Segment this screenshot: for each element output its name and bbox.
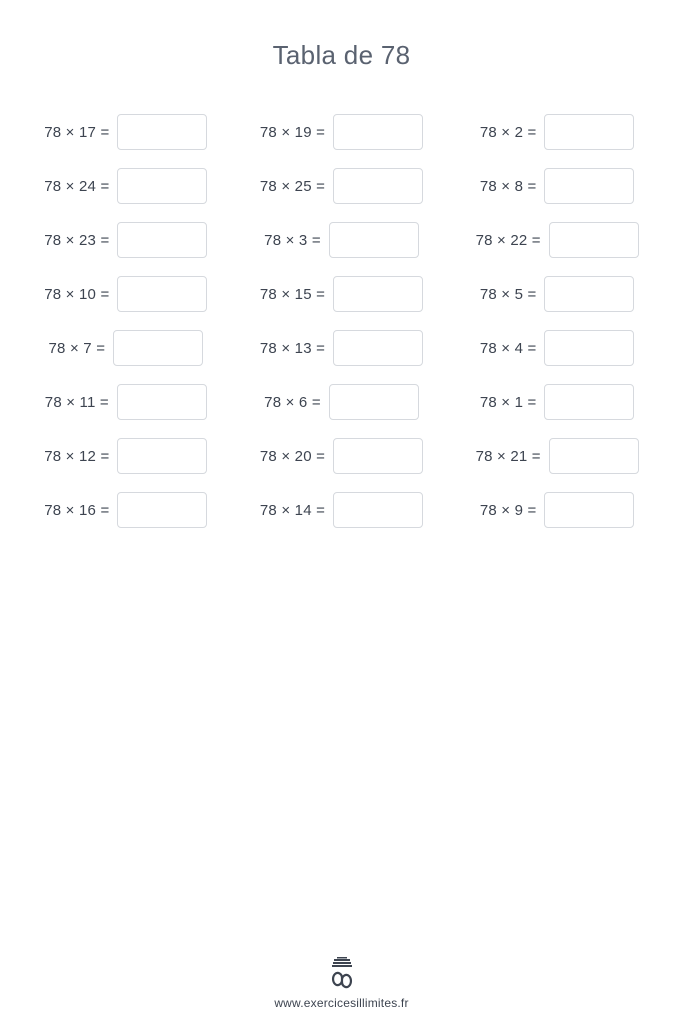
exercise-item: [234, 321, 450, 375]
equation-label: 78 × 4 =: [479, 339, 537, 357]
exercise-item: [449, 321, 665, 375]
equation: [44, 168, 207, 204]
exercise-item: [18, 105, 234, 159]
exercise-item: [449, 267, 665, 321]
equation-label: 78 × 12 =: [44, 447, 110, 465]
equation: [480, 276, 635, 312]
equation: [264, 384, 419, 420]
equation: [260, 276, 423, 312]
answer-input[interactable]: [333, 168, 423, 204]
equation: [480, 168, 635, 204]
equation-label: 78 × 24 =: [44, 177, 110, 195]
equation-label: 78 × 20 =: [259, 447, 326, 465]
equation-label: 78 × 19 =: [259, 123, 326, 141]
exercise-item: [18, 213, 234, 267]
answer-input[interactable]: [544, 276, 634, 312]
equation-label: 78 × 25 =: [259, 177, 326, 195]
exercise-item: [234, 213, 450, 267]
exercise-item: [449, 105, 665, 159]
exercise-item: [18, 483, 234, 537]
infinity-books-logo-icon: [320, 956, 364, 992]
exercise-item: [449, 159, 665, 213]
exercise-item: [234, 105, 450, 159]
exercise-item: [18, 429, 234, 483]
equation-label: 78 × 15 =: [259, 285, 326, 303]
exercise-item: [449, 483, 665, 537]
equation: [44, 492, 207, 528]
equation: [480, 330, 635, 366]
equation-label: 78 × 2 =: [479, 123, 537, 141]
equation-label: 78 × 1 =: [479, 393, 537, 411]
equation: [49, 330, 204, 366]
equation: [45, 384, 207, 420]
exercise-item: [234, 483, 450, 537]
answer-input[interactable]: [117, 168, 207, 204]
answer-input[interactable]: [329, 222, 419, 258]
equation-label: 78 × 23 =: [44, 231, 110, 249]
exercise-item: [234, 429, 450, 483]
equation-label: 78 × 5 =: [479, 285, 537, 303]
answer-input[interactable]: [329, 384, 419, 420]
answer-input[interactable]: [544, 384, 634, 420]
exercise-item: [234, 375, 450, 429]
equation-label: 78 × 11 =: [44, 393, 109, 411]
footer-url[interactable]: www.exercicesillimites.fr: [274, 996, 409, 1010]
exercises-grid: [0, 105, 683, 537]
equation-label: 78 × 16 =: [44, 501, 110, 519]
exercise-item: [234, 267, 450, 321]
exercise-item: [449, 429, 665, 483]
equation-label: 78 × 21 =: [475, 447, 541, 465]
exercise-item: [449, 375, 665, 429]
answer-input[interactable]: [544, 330, 634, 366]
answer-input[interactable]: [544, 114, 634, 150]
equation-label: 78 × 10 =: [44, 285, 110, 303]
equation: [260, 330, 423, 366]
equation: [480, 492, 635, 528]
equation: [480, 114, 635, 150]
equation-label: 78 × 17 =: [44, 123, 110, 141]
equation-label: 78 × 8 =: [479, 177, 537, 195]
exercise-item: [18, 267, 234, 321]
equation-label: 78 × 7 =: [48, 339, 106, 357]
page-title: Tabla de 78: [272, 40, 411, 70]
equation: [260, 114, 423, 150]
answer-input[interactable]: [117, 492, 207, 528]
equation-label: 78 × 22 =: [475, 231, 541, 249]
exercise-item: [234, 159, 450, 213]
equation: [480, 384, 635, 420]
exercise-item: [18, 159, 234, 213]
equation-label: 78 × 9 =: [479, 501, 537, 519]
equation: [44, 222, 207, 258]
equation-label: 78 × 6 =: [264, 393, 321, 411]
equation-label: 78 × 13 =: [259, 339, 326, 357]
answer-input[interactable]: [117, 114, 207, 150]
equation: [44, 438, 207, 474]
answer-input[interactable]: [333, 276, 423, 312]
equation-label: 78 × 14 =: [259, 501, 326, 519]
equation: [260, 168, 423, 204]
equation: [476, 222, 639, 258]
answer-input[interactable]: [333, 114, 423, 150]
exercise-item: [18, 321, 234, 375]
equation: [44, 114, 207, 150]
exercise-item: [449, 213, 665, 267]
equation: [260, 492, 423, 528]
answer-input[interactable]: [117, 384, 207, 420]
answer-input[interactable]: [113, 330, 203, 366]
page-footer: [0, 956, 683, 1010]
answer-input[interactable]: [549, 222, 639, 258]
answer-input[interactable]: [117, 222, 207, 258]
equation: [264, 222, 419, 258]
equation: [476, 438, 639, 474]
answer-input[interactable]: [544, 492, 634, 528]
answer-input[interactable]: [333, 438, 423, 474]
exercise-item: [18, 375, 234, 429]
equation: [44, 276, 207, 312]
answer-input[interactable]: [549, 438, 639, 474]
answer-input[interactable]: [333, 330, 423, 366]
answer-input[interactable]: [544, 168, 634, 204]
equation-label: 78 × 3 =: [264, 231, 321, 249]
answer-input[interactable]: [333, 492, 423, 528]
answer-input[interactable]: [117, 438, 207, 474]
equation: [260, 438, 423, 474]
answer-input[interactable]: [117, 276, 207, 312]
